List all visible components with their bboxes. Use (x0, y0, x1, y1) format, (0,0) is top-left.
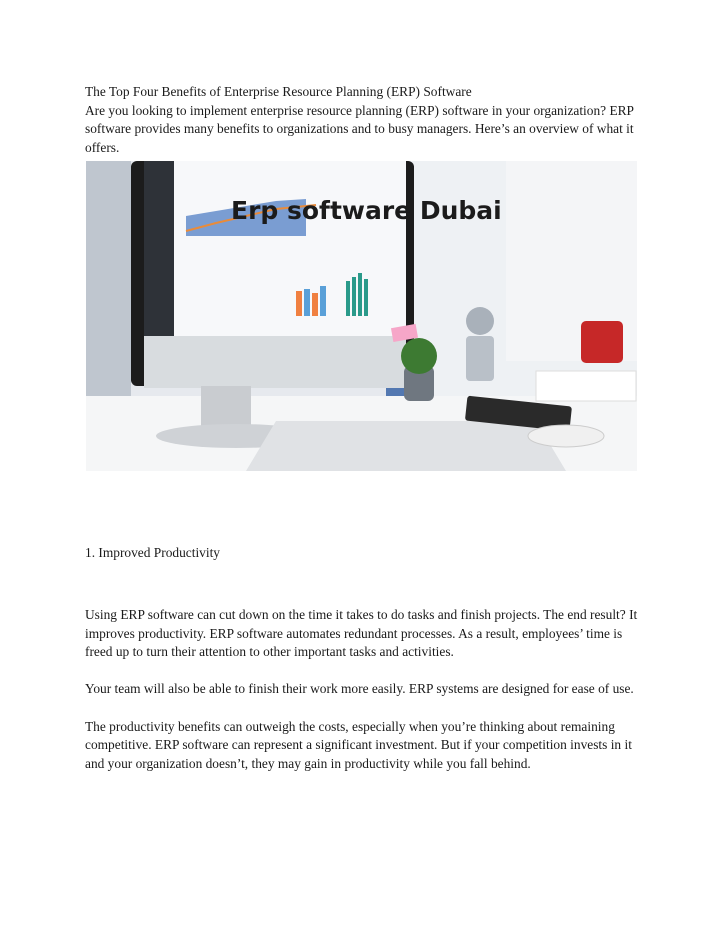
document-header (85, 83, 641, 157)
body-paragraph: Your team will also be able to finish their work more easily. ERP systems are designed for ease of use. (85, 681, 634, 697)
section-heading: 1. Improved Productivity (85, 545, 221, 561)
body-paragraph: The productivity benefits can outweigh the costs, especially when you’re thinking about remaining competitive. ERP software can represent a significant investment. But if your competition invests in it and your organization doesn’t, they may gain in productivity while you fall behind. (85, 718, 632, 771)
document-title: The Top Four Benefits of Enterprise Resource Planning (ERP) Software (85, 84, 472, 99)
desk-photo-illustration (86, 161, 637, 471)
image-overlay-title: Erp software Dubai (231, 196, 502, 225)
erp-hero-image (86, 161, 637, 471)
section-body (85, 606, 641, 792)
body-paragraph: Using ERP software can cut down on the time it takes to do tasks and finish projects. The end result? It improves productivity. ERP software automates redundant processes. As a result, employees’ time is freed up to turn their attention to other important tasks and activities. (85, 607, 638, 660)
intro-paragraph: Are you looking to implement enterprise resource planning (ERP) software in your organization? ERP software provides many benefits to organizations and to busy managers. Here’s an overview of what it offers. (85, 102, 634, 155)
